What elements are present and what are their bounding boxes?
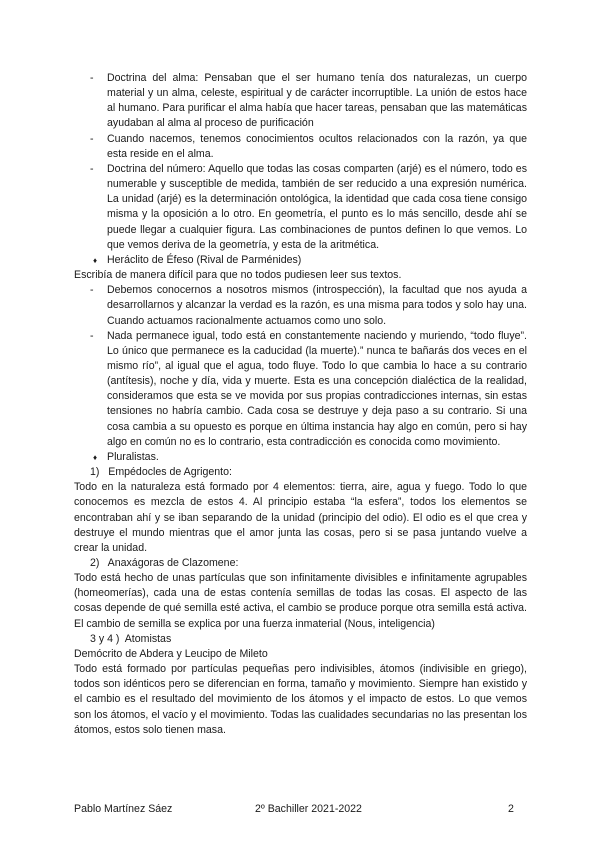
item-text: Cuando nacemos, tenemos conocimientos ocultos relacionados con la razón, ya que esta reside en el alma. bbox=[107, 132, 527, 160]
dash-marker: - bbox=[90, 284, 94, 297]
subheading-democrito: Demócrito de Abdera y Leucipo de Mileto bbox=[74, 647, 268, 660]
heading-atomistas: 3 y 4 ) Atomistas bbox=[90, 632, 172, 645]
bullet-icon: ♦ bbox=[93, 452, 98, 462]
document-body bbox=[0, 71, 600, 738]
paragraph-heraclito-intro: Escribía de manera difícil para que no todos pudiesen leer sus textos. bbox=[74, 269, 402, 282]
heading-anaxagoras: 2) Anaxágoras de Clazomene: bbox=[90, 557, 239, 569]
paragraph-atomistas: Todo está formado por partículas pequeñas pero indivisibles, átomos (indivisible en griego), todos son idénticos pero se diferencian en forma, tamaño y movimiento. Siempre han existido y el cambio es el resultado del movimiento de los átomos y el impacto de estos. Lo que vemos son los átomos, el vacío y el movimiento. Todas las cualidades secundarias no las presentan los átomos, estos solo tienen masa. bbox=[74, 663, 527, 736]
list-item bbox=[90, 162, 527, 253]
paragraph-empedocles: Todo en la naturaleza está formado por 4 elementos: tierra, aire, agua y fuego. Todo lo que conocemos es mezcla de estos 4. Al principio estaba “la esfera”, todos los elementos se encontraban ahí y se iban separando de la unidad (principio del odio). El odio es el que crea y destruye el mundo mientras que el amor junta las cosas, pero si se pasa juntando vuelve a crear la unidad. bbox=[74, 481, 527, 554]
dash-marker: - bbox=[90, 72, 94, 84]
item-text: Nada permanece igual, todo está en constantemente naciendo y muriendo, “todo fluye”. Lo único que permanece es la caducidad (la muerte).” nunca te bañarás dos veces en el mismo río”, al igual que el agua, todo fluye. Todo lo que cambia lo hace a su contrario (antítesis), noche y día, vida y muerte. Esta es una concepción dialéctica de la realidad, consideramos que esta se ve movida por sus propias contradicciones internas, sin estas tensiones no habría cambio. Cada cosa se destruye y deja paso a su contrario. Si una cosa cambia a su opuesto es porque en última instancia hay algo en común, pero si hay algo en común no es lo contrario, esta contradicción es conocida como movimiento. bbox=[107, 329, 527, 448]
list-item bbox=[90, 283, 527, 328]
paragraph-anaxagoras: Todo está hecho de unas partículas que son infinitamente divisibles e infinitamente agrupables (homeomerías), cada una de estas contenía semillas de todas las cosas. El aspecto de las cosas depende de qué semilla esté activa, el cambio se produce porque otra semilla está activa. El cambio de semilla se explica por una fuerza inmaterial (Nous, inteligencia) bbox=[74, 572, 527, 630]
item-text: Debemos conocernos a nosotros mismos (introspección), la facultad que nos ayuda a desarrollarnos y alcanzar la verdad es la razón, es una misma para todos y solo hay una. Cuando actuamos racionalmente actuamos como uno solo. bbox=[107, 284, 527, 327]
heading-heraclito: ♦ Heráclito de Éfeso (Rival de Parménides) bbox=[107, 253, 527, 268]
heading-pluralistas: ♦ Pluralistas. bbox=[107, 450, 527, 465]
footer-author: Pablo Martínez Sáez bbox=[74, 803, 173, 815]
item-text: Doctrina del número: Aquello que todas las cosas comparten (arjé) es el número, todo es numerable y susceptible de medida, también de ser reducido a una expresión numérica. La unidad (arjé) es la determinación ontológica, la identidad que cada cosa tiene consigo misma y la oposición a lo otro. En geometría, el punto es lo más sencillo, desde ahí se puede llegar a cualquier figura. Las combinaciones de puntos definen lo que vemos. Lo que vemos deriva de la geometría, y esta de la aritmética. bbox=[107, 162, 527, 251]
dash-marker: - bbox=[90, 162, 94, 175]
dash-marker: - bbox=[90, 329, 94, 342]
footer-page-number: 2 bbox=[508, 803, 514, 815]
item-text: Doctrina del alma: Pensaban que el ser humano tenía dos naturalezas, un cuerpo material y un alma, celeste, espiritual y de carácter incorruptible. La unión de estos hace al humano. Para purificar el alma había que hacer tareas, pensaban que las matemáticas ayudaban al alma al proceso de purificación bbox=[107, 72, 527, 130]
bullet-icon: ♦ bbox=[93, 255, 98, 265]
footer-course: 2º Bachiller 2021-2022 bbox=[255, 803, 362, 815]
list-item bbox=[90, 71, 527, 132]
list-item bbox=[90, 132, 527, 162]
dash-marker: - bbox=[90, 132, 94, 145]
list-item bbox=[90, 329, 527, 450]
heading-empedocles: 1) Empédocles de Agrigento: bbox=[90, 466, 232, 479]
